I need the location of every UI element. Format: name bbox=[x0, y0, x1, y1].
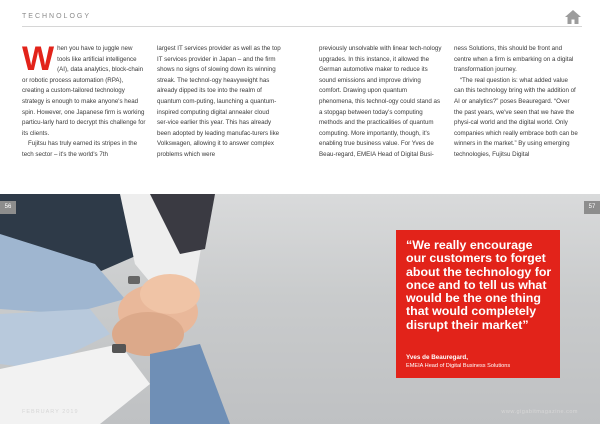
pull-quote-box bbox=[396, 230, 560, 378]
paragraph: hen you have to juggle new tools like artificial intelligence (AI), data analytics, block-chain or robotic process automation (RPA), creating a custom-tailored technology strategy is enough to make anyone's head spin. However, one Japanese firm is working particu-larly hard to decrypt this challenge for its clients. bbox=[22, 45, 146, 137]
article-body bbox=[22, 40, 582, 184]
page-number-right: 57 bbox=[584, 201, 600, 214]
home-icon[interactable] bbox=[564, 9, 582, 25]
paragraph: “The real question is: what added value can this technology bring with the addition of AI or analytics?” poses Beauregard. “Over the past years, we've seen that we have the physi-cal world and the digital world. Only companies which really embrace both can be winners in the market.” By using emerging technologies, Fujitsu Digital bbox=[454, 76, 578, 158]
footer-date: FEBRUARY 2019 bbox=[22, 409, 79, 415]
page-number-left: 56 bbox=[0, 201, 16, 214]
drop-cap: W bbox=[22, 40, 55, 78]
paragraph: ness Solutions, this should be front and centre when a firm is embarking on a digital transformation journey. bbox=[454, 45, 574, 74]
article-column-4 bbox=[454, 44, 578, 161]
paragraph: previously unsolvable with linear tech-nology upgrades. In this instance, it allowed the German automotive maker to reduce its sound emissions and improve driving comfort. Drawing upon quantum phenomena, this technol-ogy could stand as a stopgap between today's computing methods and the practicalities of quantum computing. More importantly, though, it's enabling true business value. For Yves de Beau-regard, EMEIA Head of Digital Busi- bbox=[319, 45, 442, 158]
article-column-3 bbox=[319, 44, 443, 161]
page-header bbox=[22, 12, 582, 26]
paragraph: Fujitsu has truly earned its stripes in the tech sector – it's the world's 7th bbox=[22, 140, 138, 158]
quote-author-role: EMEIA Head of Digital Business Solutions bbox=[406, 363, 511, 369]
paragraph: largest IT services provider as well as the top IT services provider in Japan – and the firm shows no signs of slowing down its winning streak. The technol-ogy heavyweight has already dipped its toe into the realm of quantum com-puting, launching a quantum-inspired computing digital annealer cloud ser-vice earlier this year. This has already been adopted by leading manufac-turers like Volkswagen, allowing it to answer complex problems which were bbox=[157, 45, 281, 158]
footer-website[interactable]: www.gigabitmagazine.com bbox=[501, 409, 578, 415]
article-column-1 bbox=[22, 40, 146, 161]
quote-author: Yves de Beauregard, bbox=[406, 354, 468, 361]
article-column-2 bbox=[157, 44, 281, 161]
header-divider bbox=[22, 26, 582, 27]
pull-quote-text: “We really encourage our customers to forget about the technology for once and to tell us what would be the one thing that would completely disrupt their market” bbox=[406, 238, 552, 332]
section-label: TECHNOLOGY bbox=[22, 13, 92, 20]
